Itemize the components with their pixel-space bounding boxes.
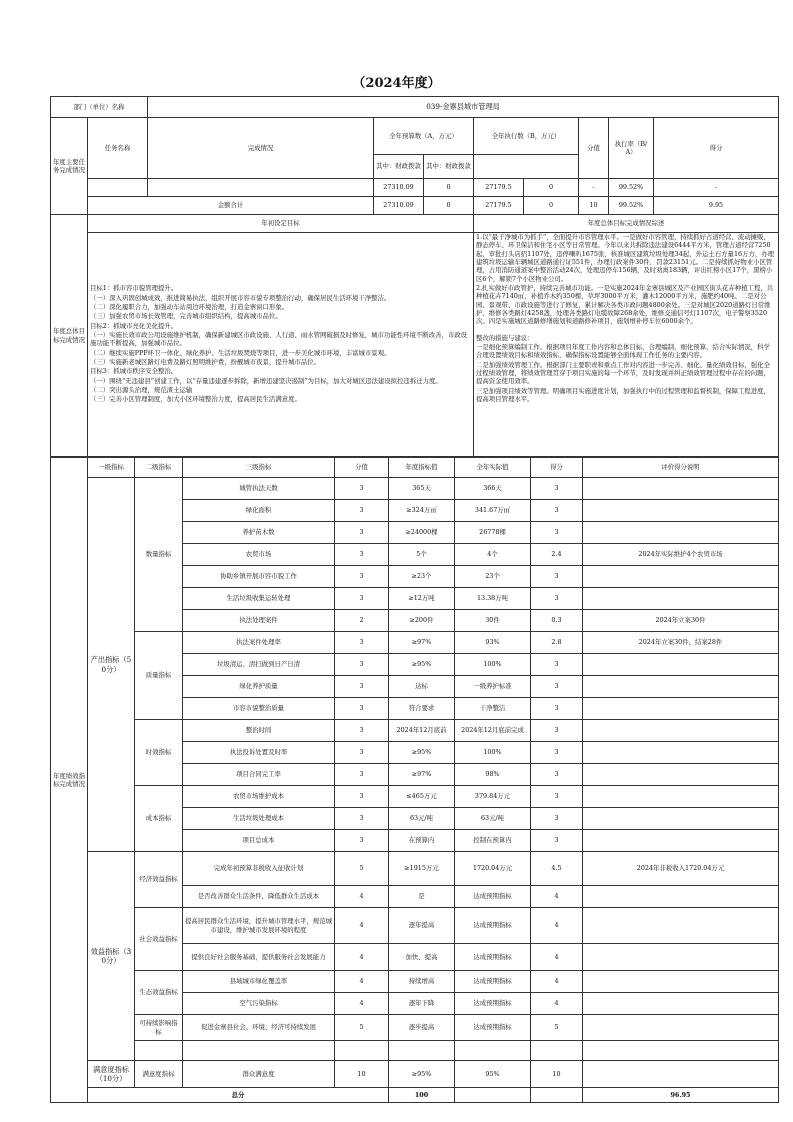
task-section-label: 年度主要任务完成情况 xyxy=(51,118,88,215)
initial-goal-line: （三）加强农贸市场长效管理，完善城市组织结构，提高城市品位。 xyxy=(90,312,282,321)
indicator-name: 项目总成本 xyxy=(183,830,335,852)
indicator-weight: 3 xyxy=(335,742,389,764)
indicator-actual: 2024年12月底前完成 xyxy=(455,720,531,742)
perf-section-label: 年度绩效指标完成情况 xyxy=(51,458,88,1103)
total-budget-fin: 0 xyxy=(424,197,474,215)
spacer-cell xyxy=(335,1041,389,1061)
indicator-note: 2024年非税收入1720.04万元 xyxy=(583,852,779,886)
spacer-cell xyxy=(389,1041,455,1061)
indicator-score: 3 xyxy=(531,808,583,830)
indicator-score: 3 xyxy=(531,698,583,720)
indicator-name: 市容市貌整治质量 xyxy=(183,698,335,720)
task-weight: - xyxy=(579,179,609,197)
spacer-cell xyxy=(183,1041,335,1061)
indicator-note xyxy=(583,566,779,588)
task-name-cell xyxy=(88,179,148,197)
l2-satisfaction: 满意度指标 xyxy=(135,1061,183,1088)
indicator-target: ≤465万元 xyxy=(389,786,455,808)
indicator-table xyxy=(50,457,779,1103)
indicator-actual: 达成预期指标 xyxy=(455,886,531,908)
col-exec-fin: 其中：财政拨款 xyxy=(424,155,474,179)
indicator-score: 3 xyxy=(531,764,583,786)
indicator-score: 4 xyxy=(531,993,583,1015)
indicator-weight: 3 xyxy=(335,500,389,522)
initial-goal-line: 目标3：抓城市秩序安全整治。 xyxy=(90,367,178,376)
indicator-score: 4 xyxy=(531,886,583,908)
initial-goal-line: 目标1：抓市容市貌管理提升。 xyxy=(90,284,178,293)
initial-goal-line: （二）继续实施PPP环卫一体化、绿化养护、生活垃圾焚烧等项目，进一步美化城市环境，丰富城市景观。 xyxy=(90,348,391,357)
indicator-actual: 341.67万㎡ xyxy=(455,500,531,522)
indicator-weight: 3 xyxy=(335,654,389,676)
indicator-actual: 30件 xyxy=(455,610,531,632)
l1-benefit: 效益指标（30分） xyxy=(88,852,135,1061)
indicator-name: 空气污染指标 xyxy=(183,993,335,1015)
indicator-name: 生活垃圾处理成本 xyxy=(183,808,335,830)
indicator-name: 完成年初预算非税收入征收计划 xyxy=(183,852,335,886)
summary-paragraph: 三是加强项目绩效等管理。明确项目实施进度计划，加强执行中的过程管理和监督机制，保障工程进度，提高项目管理水平。 xyxy=(476,386,770,403)
indicator-weight: 3 xyxy=(335,698,389,720)
indicator-weight: 10 xyxy=(335,1061,389,1088)
indicator-note xyxy=(583,830,779,852)
indicator-weight: 4 xyxy=(335,944,389,971)
indicator-note xyxy=(583,1061,779,1088)
indicator-name: 促进金寨县社会、环境、经济可持续发展 xyxy=(183,1015,335,1041)
header-l1: 一级指标 xyxy=(88,458,135,478)
indicator-target: ≥95% xyxy=(389,742,455,764)
indicator-name: 提供良好社会服务基础，提供服务社会发展能力 xyxy=(183,944,335,971)
indicator-score: 0.3 xyxy=(531,610,583,632)
indicator-weight: 3 xyxy=(335,830,389,852)
indicator-actual: 366天 xyxy=(455,478,531,500)
indicator-note xyxy=(583,993,779,1015)
total-weight: 10 xyxy=(579,197,609,215)
col-task-name: 任务名称 xyxy=(88,118,148,179)
indicator-score: 4.5 xyxy=(531,852,583,886)
indicator-name: 群众满意度 xyxy=(183,1061,335,1088)
indicator-target: 持续增高 xyxy=(389,971,455,993)
indicator-note xyxy=(583,654,779,676)
indicator-score: 3 xyxy=(531,522,583,544)
indicator-target: 符合要求 xyxy=(389,698,455,720)
indicator-note xyxy=(583,522,779,544)
initial-goals xyxy=(88,233,474,457)
indicator-actual: 26778棵 xyxy=(455,522,531,544)
spacer-cell xyxy=(455,1041,531,1061)
indicator-target: ≥12万吨 xyxy=(389,588,455,610)
indicator-weight: 5 xyxy=(335,852,389,886)
header-l2: 二级指标 xyxy=(135,458,183,478)
indicator-score: 2.4 xyxy=(531,544,583,566)
indicator-actual: 达成预期指标 xyxy=(455,971,531,993)
grand-total-weight: 100 xyxy=(389,1088,455,1103)
indicator-score: 3 xyxy=(531,654,583,676)
total-exec: 27179.5 xyxy=(474,197,524,215)
indicator-note xyxy=(583,676,779,698)
indicator-target: 在预算内 xyxy=(389,830,455,852)
indicator-name: 执法投诉处置及时率 xyxy=(183,742,335,764)
header-score: 得分 xyxy=(531,458,583,478)
indicator-score: 3 xyxy=(531,500,583,522)
indicator-note xyxy=(583,720,779,742)
indicator-name: 执法案件处理率 xyxy=(183,632,335,654)
indicator-weight: 3 xyxy=(335,566,389,588)
indicator-name: 绿化面积 xyxy=(183,500,335,522)
indicator-actual: 4个 xyxy=(455,544,531,566)
l2-quality: 质量指标 xyxy=(135,632,183,720)
indicator-target: ≥95% xyxy=(389,1061,455,1088)
total-budget: 27310.09 xyxy=(374,197,424,215)
indicator-score: 5 xyxy=(531,1015,583,1041)
indicator-weight: 3 xyxy=(335,764,389,786)
indicator-weight: 3 xyxy=(335,808,389,830)
indicator-target: 达标 xyxy=(389,676,455,698)
col-score: 得分 xyxy=(654,118,779,179)
indicator-target: 逐步提高 xyxy=(389,1015,455,1041)
indicator-actual: 干净整洁 xyxy=(455,698,531,720)
task-status-cell xyxy=(148,179,374,197)
task-budget: 27310.09 xyxy=(374,179,424,197)
col-budget: 全年预算数（A，万元） xyxy=(374,118,474,155)
indicator-target: ≥95% xyxy=(389,654,455,676)
summary-paragraph: 二是加强绩效管理工作。根据部门主要职责和重点工作对内容进一步完善、细化、量化绩效目标，强化全过程绩效管理，将绩效管理贯穿于项目实施的每一个环节，及时发现并纠正绩效管理过程中存在的问题，提高资金使用效率。 xyxy=(476,360,770,386)
indicator-score: 4 xyxy=(531,908,583,944)
indicator-target: 2024年12月底前 xyxy=(389,720,455,742)
initial-goal-line: （二）深化履职合力，加强动车站周边环境治理，打造金寨窗口形象。 xyxy=(90,303,289,312)
indicator-note xyxy=(583,1015,779,1041)
indicator-name: 农贸市场维护成本 xyxy=(183,786,335,808)
total-label: 金额合计 xyxy=(88,197,374,215)
indicator-note xyxy=(583,500,779,522)
indicator-note xyxy=(583,886,779,908)
indicator-name: 城管执法天数 xyxy=(183,478,335,500)
indicator-note xyxy=(583,808,779,830)
indicator-actual: 100% xyxy=(455,742,531,764)
summary-paragraph: 2.扎实做好市政管护，持续完善城市功能。一是实施2024年金寨县城区及产业园区街头花卉种植工程，共种植花卉7140㎡，补植乔木约350棵，草坪3000平方米，灌木12000平方米，施肥约40吨。二是对公园、景观带、市政设施等进行了修复，累计解决各类市政问题4800余处。三是对城区2020道路灯日常维护，维修各类路灯4258盏，处理各类路灯电缆故障268余处，维修交通信号灯1107次，电子警察3520次。四是实施城区道路修缮施划和道路修补项目，施划增补停车位6000余个。 xyxy=(476,283,774,326)
indicator-target: ≥1915万元 xyxy=(389,852,455,886)
indicator-actual: 100% xyxy=(455,654,531,676)
initial-goal-line: （一）实施长效市政公用设施维护机制，确保新建城区市政设施、人行道、雨水管网破损及时修复，城市功能性环境不断改善，市政设施功能不断提高，加强城市品位。 xyxy=(90,331,468,348)
indicator-target: ≥97% xyxy=(389,632,455,654)
indicator-weight: 4 xyxy=(335,993,389,1015)
indicator-target: 逐年下降 xyxy=(389,993,455,1015)
initial-goal-line: （三）实施新老城区路灯电费及路灯照明维护费，扮靓城市夜景，提升城市品位。 xyxy=(90,357,321,366)
col-exec: 全年执行数（B，万元） xyxy=(474,118,579,155)
indicator-weight: 3 xyxy=(335,588,389,610)
indicator-actual: 23个 xyxy=(455,566,531,588)
indicator-note xyxy=(583,698,779,720)
total-rate: 99.52% xyxy=(609,197,654,215)
l2-time: 时效指标 xyxy=(135,720,183,786)
indicator-name: 整治时间 xyxy=(183,720,335,742)
spacer-cell xyxy=(531,1041,583,1061)
indicator-weight: 3 xyxy=(335,522,389,544)
indicator-score: 3 xyxy=(531,676,583,698)
indicator-weight: 4 xyxy=(335,971,389,993)
header-note: 评价得分说明 xyxy=(583,458,779,478)
indicator-name: 农贸市场 xyxy=(183,544,335,566)
indicator-target: ≥97% xyxy=(389,764,455,786)
indicator-name: 垃圾清运、清扫做到日产日清 xyxy=(183,654,335,676)
indicator-weight: 3 xyxy=(335,786,389,808)
indicator-score: 3 xyxy=(531,720,583,742)
indicator-name: 养护苗木数 xyxy=(183,522,335,544)
goal-summary xyxy=(474,233,779,457)
total-exec-fin: 0 xyxy=(524,197,579,215)
indicator-score: 2.8 xyxy=(531,632,583,654)
indicator-note xyxy=(583,478,779,500)
initial-goal-line: （一）围绕“无违建县”创建工作，以“存量违建逐步拆除，新增违建坚决遏制”为目标，加大对城区违法建设拟控违拆迁力度。 xyxy=(90,376,442,385)
summary-paragraph: 整改的措施与建议： xyxy=(476,333,534,342)
indicator-name: 绿化养护质量 xyxy=(183,676,335,698)
indicator-actual: 控制在预算内 xyxy=(455,830,531,852)
initial-goal-line: 目标2：抓城市亮化美化提升。 xyxy=(90,321,178,330)
indicator-score: 4 xyxy=(531,971,583,993)
grand-total-empty xyxy=(531,1088,583,1103)
indicator-note xyxy=(583,908,779,944)
indicator-score: 3 xyxy=(531,588,583,610)
task-rate: 99.52% xyxy=(609,179,654,197)
indicator-note: 2024年立案30件 xyxy=(583,610,779,632)
header-weight: 分值 xyxy=(335,458,389,478)
task-exec-fin: 0 xyxy=(524,179,579,197)
grand-total-score: 96.95 xyxy=(583,1088,779,1103)
initial-goal-line: （二）突出源头治理，规范渣土运输 xyxy=(90,385,193,394)
page-title: （2024年度） xyxy=(352,76,441,91)
indicator-weight: 4 xyxy=(335,886,389,908)
indicator-weight: 3 xyxy=(335,632,389,654)
indicator-note: 2024年实际维护4个农贸市场 xyxy=(583,544,779,566)
indicator-target: ≥200件 xyxy=(389,610,455,632)
indicator-target: 是 xyxy=(389,886,455,908)
indicator-actual: 93% xyxy=(455,632,531,654)
header-l3: 三级指标 xyxy=(183,458,335,478)
header-target: 年度指标值 xyxy=(389,458,455,478)
grand-total-empty xyxy=(455,1088,531,1103)
col-initial-goal: 年初设定目标 xyxy=(88,215,474,233)
dept-name: 039-金寨县城市管理局 xyxy=(148,97,779,118)
l2-ecological: 生态效益指标 xyxy=(135,971,183,1015)
indicator-name: 执法处理案件 xyxy=(183,610,335,632)
indicator-target: ≥24000棵 xyxy=(389,522,455,544)
indicator-note xyxy=(583,588,779,610)
indicator-weight: 2 xyxy=(335,610,389,632)
summary-paragraph: 一是细化预算编制工作。根据项目年度工作内容和总体目标，合理编制，细化预算，结合实际情况，科学合理设置绩效目标和绩效指标，确保指标设置能够全面体现工作任务的主要内容。 xyxy=(476,342,770,360)
indicator-name: 是否改善群众生活条件，降低群众生活成本 xyxy=(183,886,335,908)
summary-table xyxy=(50,96,779,457)
summary-paragraph: 1.以“最干净城市为抓手”，全面提升市容管理水平。一是做好市容管理，持续抓好占道经营、流动摊贩、静态停车、环卫保洁和住宅小区等日常管理。今年以来共拆除违法建设6444平方米，管理占道经营7250起，审批打头店招1107处，违停喇叭1675张，核准城区建筑垃圾处理34起，外运土石方量16万方，办理建筑垃圾运输车辆城区道路通行证551件，办理行政案件30件，罚款23151元。二是持续抓好物业小区管理，占用消防通道案中整治活动24次，处理违停车156辆，及时劝离183辆，评出红榜小区17个，黑榜小区6个，解锁7个小区物业公司。 xyxy=(476,233,775,283)
l2-cost: 成本指标 xyxy=(135,786,183,852)
indicator-name: 项目合同完工率 xyxy=(183,764,335,786)
l1-satisfaction: 满意度指标（10分） xyxy=(88,1061,135,1088)
indicator-score: 3 xyxy=(531,786,583,808)
indicator-target: 逐年提高 xyxy=(389,908,455,944)
grand-total-label: 总分 xyxy=(88,1088,389,1103)
header-actual: 全年实际值 xyxy=(455,458,531,478)
spacer-cell xyxy=(583,1041,779,1061)
indicator-note xyxy=(583,786,779,808)
indicator-score: 3 xyxy=(531,830,583,852)
indicator-actual: 达成预期指标 xyxy=(455,944,531,971)
indicator-target: ≥23个 xyxy=(389,566,455,588)
indicator-name: 生活垃圾收集运转处理 xyxy=(183,588,335,610)
indicator-weight: 3 xyxy=(335,544,389,566)
indicator-score: 3 xyxy=(531,742,583,764)
indicator-actual: 95% xyxy=(455,1061,531,1088)
l2-economic: 经济效益指标 xyxy=(135,852,183,908)
indicator-target: 5个 xyxy=(389,544,455,566)
indicator-score: 10 xyxy=(531,1061,583,1088)
indicator-note xyxy=(583,944,779,971)
indicator-note xyxy=(583,742,779,764)
l2-social: 社会效益指标 xyxy=(135,908,183,971)
indicator-actual: 63元/吨 xyxy=(455,808,531,830)
l1-output: 产出指标（50分） xyxy=(88,478,135,852)
col-status: 完成情况 xyxy=(148,118,374,179)
spacer-cell xyxy=(135,1041,183,1061)
indicator-weight: 5 xyxy=(335,1015,389,1041)
indicator-name: 提高居民群众生活环境，提升城市管理水平，规范城市建设，维护城市发展环境的程度 xyxy=(183,908,335,944)
indicator-weight: 3 xyxy=(335,676,389,698)
indicator-target: 63元/吨 xyxy=(389,808,455,830)
indicator-target: 加快、提高 xyxy=(389,944,455,971)
indicator-score: 3 xyxy=(531,566,583,588)
indicator-actual: 1720.04万元 xyxy=(455,852,531,886)
indicator-note: 2024年立案30件，结案28件 xyxy=(583,632,779,654)
col-rate: 执行率（B/A） xyxy=(609,118,654,179)
indicator-actual: 达成预期指标 xyxy=(455,993,531,1015)
initial-goal-line: （一）深入巩固创城成效，推进简易执法，组织开展市容市貌专项整治行动，确保居民生活环境干净整洁。 xyxy=(90,293,391,302)
indicator-name: 协助乡镇开展市容市貌工作 xyxy=(183,566,335,588)
indicator-target: ≥324万㎡ xyxy=(389,500,455,522)
task-score: - xyxy=(654,179,779,197)
indicator-target: 365天 xyxy=(389,478,455,500)
goals-section-label: 年度总体目标完成情况 xyxy=(51,215,88,457)
indicator-actual: 达成预期指标 xyxy=(455,1015,531,1041)
indicator-score: 3 xyxy=(531,478,583,500)
indicator-note xyxy=(583,764,779,786)
col-weight: 分值 xyxy=(579,118,609,179)
col-goal-summary: 年度总体目标完成情况综述 xyxy=(474,215,779,233)
col-budget-fin: 其中：财政拨款 xyxy=(374,155,424,179)
indicator-actual: 一级养护标准 xyxy=(455,676,531,698)
l2-quantity: 数量指标 xyxy=(135,478,183,632)
initial-goal-line: （三）完善小区管理制度，加大小区环境整治力度，提高居民生活满意度。 xyxy=(90,395,301,404)
indicator-actual: 98% xyxy=(455,764,531,786)
task-budget-fin: 0 xyxy=(424,179,474,197)
dept-label: 部门（单位）名称 xyxy=(51,97,148,118)
l2-sustainable: 可持续影响指标 xyxy=(135,1015,183,1041)
total-score: 9.95 xyxy=(654,197,779,215)
indicator-name: 县域城市绿化覆盖率 xyxy=(183,971,335,993)
indicator-weight: 3 xyxy=(335,478,389,500)
indicator-weight: 3 xyxy=(335,720,389,742)
indicator-actual: 379.84万元 xyxy=(455,786,531,808)
indicator-actual: 达成预期指标 xyxy=(455,908,531,944)
indicator-actual: 13.38万吨 xyxy=(455,588,531,610)
task-exec: 27179.5 xyxy=(474,179,524,197)
indicator-note xyxy=(583,971,779,993)
indicator-weight: 4 xyxy=(335,908,389,944)
indicator-score: 4 xyxy=(531,944,583,971)
